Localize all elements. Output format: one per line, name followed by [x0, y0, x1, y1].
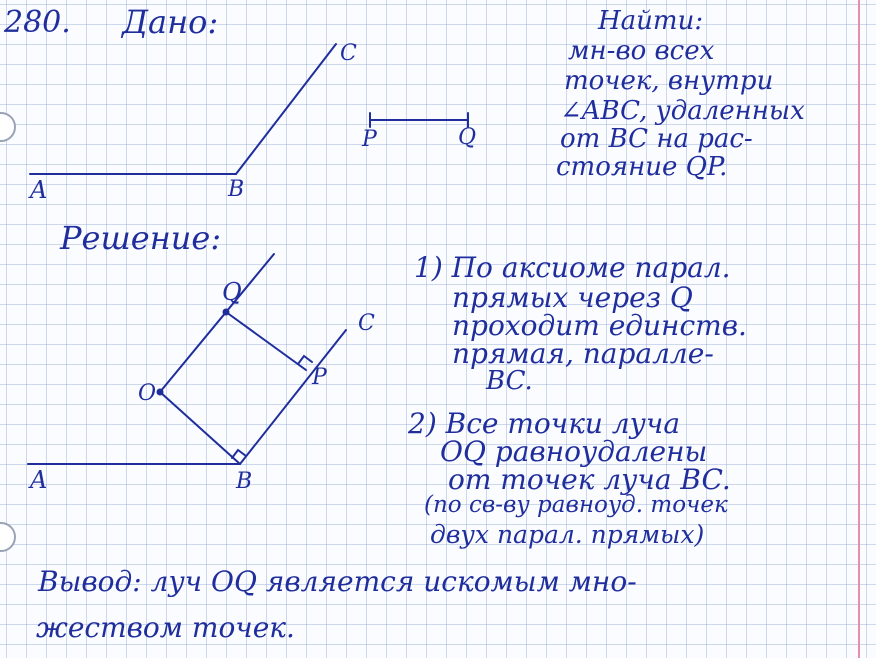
- label-B-given: B: [228, 177, 245, 202]
- step1-line-1: 1) По аксиоме парал.: [414, 251, 731, 284]
- point-O: [157, 389, 164, 396]
- label-Q-given: Q: [458, 125, 477, 150]
- given-label: Дано:: [122, 3, 219, 41]
- step1-line-4: прямая, паралле-: [452, 337, 714, 370]
- step2-line-2: OQ равноудалены: [440, 435, 708, 468]
- step2-line-3: от точек луча BC.: [448, 463, 731, 496]
- problem-number: 280.: [4, 5, 71, 40]
- segment-QP: [226, 312, 306, 370]
- label-P-given: P: [362, 127, 377, 152]
- ray-BC-solution: [240, 330, 346, 464]
- find-line-3: точек, внутри: [564, 66, 774, 96]
- find-line-4: ∠ABC, удаленных: [560, 96, 805, 126]
- label-A-solution: A: [30, 466, 48, 494]
- find-line-2: мн-во всех: [568, 36, 715, 66]
- label-O-solution: O: [138, 381, 157, 406]
- label-C-given: C: [340, 41, 357, 66]
- find-line-5: от BC на рас-: [560, 124, 753, 154]
- right-angle-mark-P: [298, 356, 312, 364]
- find-line-1: Найти:: [598, 6, 704, 36]
- ray-OQ: [160, 254, 274, 392]
- find-line-6: стояние QP.: [556, 152, 728, 182]
- step2-line-4: (по св-ву равноуд. точек: [424, 492, 728, 518]
- ray-BC-given: [236, 44, 336, 174]
- point-Q: [223, 309, 230, 316]
- segment-BO: [160, 392, 240, 464]
- label-P-solution: P: [312, 365, 327, 390]
- step2-line-5: двух парал. прямых): [430, 520, 705, 549]
- step1-line-2: прямых через Q: [452, 281, 693, 314]
- step1-line-3: проходит единств.: [452, 309, 747, 342]
- step1-line-5: BC.: [486, 366, 533, 396]
- conclusion-line-1: Вывод: луч OQ является искомым мно-: [38, 565, 637, 598]
- label-B-solution: B: [236, 469, 253, 494]
- solution-label: Решение:: [60, 219, 222, 257]
- label-C-solution: C: [358, 311, 375, 336]
- label-Q-solution: Q: [222, 278, 242, 306]
- right-angle-mark-B: [232, 450, 246, 458]
- conclusion-line-2: жеством точек.: [36, 611, 295, 644]
- step2-line-1: 2) Все точки луча: [408, 407, 681, 440]
- label-A-given: A: [30, 176, 48, 204]
